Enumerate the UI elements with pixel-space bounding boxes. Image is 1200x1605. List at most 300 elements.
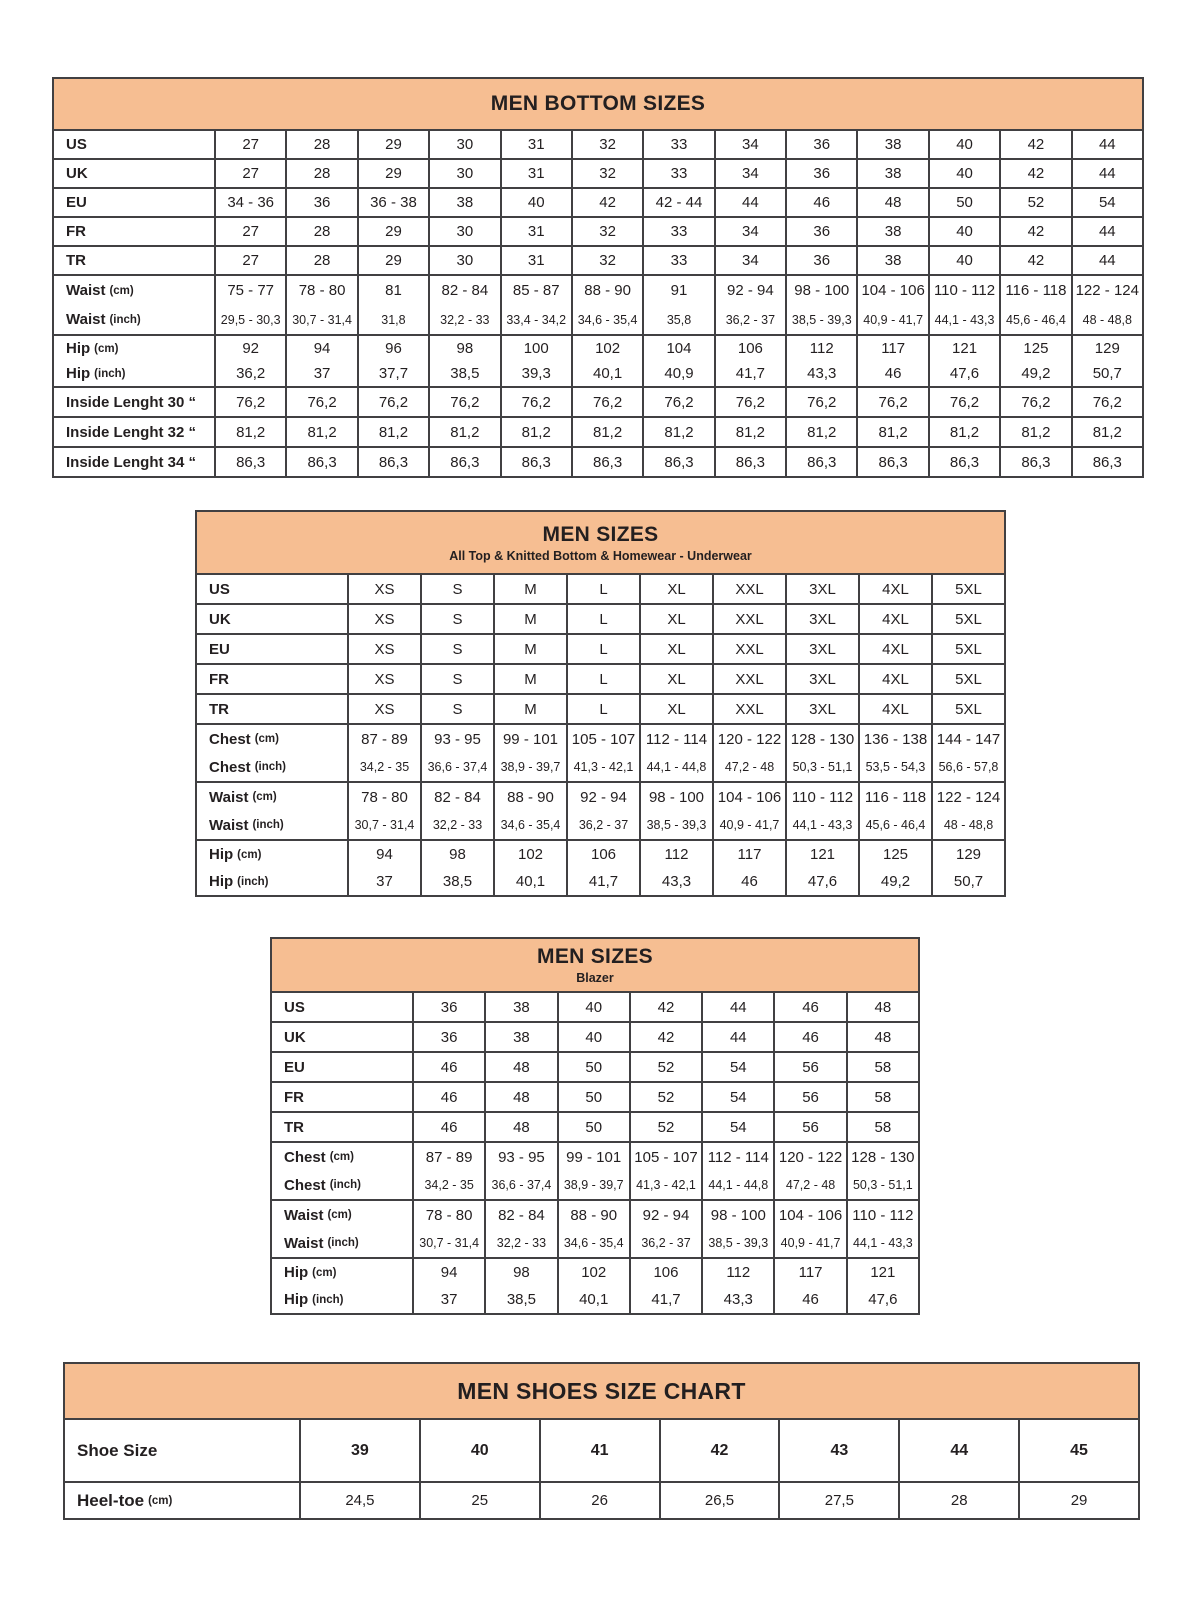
- row-unit: (inch): [327, 1237, 359, 1249]
- value-cell: 38,5 - 39,3: [639, 811, 712, 839]
- row-label: [65, 1420, 299, 1481]
- value-cell: 47,6: [785, 868, 858, 895]
- row-label: [54, 361, 214, 386]
- value-cell: 91: [642, 276, 713, 305]
- value-cell: XS: [347, 575, 420, 603]
- row-label-text: Hip: [284, 1264, 309, 1281]
- value-cell: 36: [785, 131, 856, 158]
- table-header: [52, 77, 1144, 131]
- value-cell: 5XL: [931, 605, 1004, 633]
- table-section: [52, 446, 1144, 478]
- value-cell: 86,3: [928, 448, 999, 476]
- row-label-text: Hip: [209, 873, 234, 890]
- value-cell: 30,7 - 31,4: [412, 1229, 484, 1257]
- value-cell: 38: [856, 131, 927, 158]
- value-cell: 40: [557, 1023, 629, 1051]
- table-section: [52, 158, 1144, 189]
- value-cell: 50,3 - 51,1: [846, 1171, 918, 1199]
- value-cell: 33: [642, 131, 713, 158]
- value-cell: 44,1 - 43,3: [846, 1229, 918, 1257]
- value-cell: 58: [846, 1113, 918, 1141]
- value-cell: 116 - 118: [999, 276, 1070, 305]
- value-cell: 98 - 100: [639, 783, 712, 811]
- value-cell: 26,5: [659, 1483, 779, 1518]
- value-cell: 112: [701, 1259, 773, 1286]
- value-cell: 129: [1071, 336, 1142, 361]
- value-cell: 40: [928, 131, 999, 158]
- value-cell: 92 - 94: [714, 276, 785, 305]
- value-cell: 81,2: [1071, 418, 1142, 446]
- row-label: [272, 1023, 412, 1051]
- table-section: [195, 663, 1006, 695]
- value-cell: 34: [714, 160, 785, 187]
- value-cell: 76,2: [785, 388, 856, 416]
- value-cell: 43,3: [701, 1286, 773, 1313]
- row-label: [54, 448, 214, 476]
- row-label-text: Waist: [284, 1234, 324, 1252]
- value-cell: 87 - 89: [412, 1143, 484, 1171]
- table-section: [52, 416, 1144, 448]
- table-header: [195, 510, 1006, 575]
- value-cell: 50: [557, 1113, 629, 1141]
- table-title: MEN BOTTOM SIZES: [490, 92, 706, 115]
- table-section: [195, 839, 1006, 897]
- value-cell: 36: [412, 1023, 484, 1051]
- value-cell: 117: [712, 841, 785, 868]
- value-cell: 32: [571, 247, 642, 274]
- value-cell: 40,1: [557, 1286, 629, 1313]
- table-section: [270, 1257, 920, 1315]
- value-cell: 40: [928, 247, 999, 274]
- value-cell: 52: [629, 1083, 701, 1111]
- value-cell: 92: [214, 336, 285, 361]
- value-cell: 78 - 80: [412, 1201, 484, 1229]
- value-cell: L: [566, 665, 639, 693]
- value-cell: 45: [1018, 1420, 1138, 1481]
- table-section: [52, 216, 1144, 247]
- value-cell: 44: [1071, 218, 1142, 245]
- value-cell: 34,2 - 35: [412, 1171, 484, 1199]
- value-cell: 28: [285, 160, 356, 187]
- value-cell: 40,9 - 41,7: [712, 811, 785, 839]
- value-cell: 38,5 - 39,3: [701, 1229, 773, 1257]
- value-cell: 86,3: [357, 448, 428, 476]
- row-label-text: TR: [209, 700, 229, 718]
- row-label-text: Hip: [209, 846, 234, 863]
- value-cell: 29: [357, 160, 428, 187]
- row-unit: (cm): [327, 1209, 352, 1221]
- table-section: [270, 1111, 920, 1143]
- value-cell: 46: [712, 868, 785, 895]
- value-cell: 116 - 118: [858, 783, 931, 811]
- value-cell: 41,7: [566, 868, 639, 895]
- value-cell: 31: [500, 131, 571, 158]
- row-label-text: Chest: [209, 730, 251, 748]
- value-cell: 56: [773, 1053, 845, 1081]
- value-cell: 112 - 114: [701, 1143, 773, 1171]
- value-cell: 27,5: [778, 1483, 898, 1518]
- value-cell: 144 - 147: [931, 725, 1004, 753]
- row-label: [54, 247, 214, 274]
- row-label: [197, 811, 347, 839]
- value-cell: 30,7 - 31,4: [285, 305, 356, 334]
- row-unit: (inch): [94, 367, 126, 380]
- row-label: [54, 336, 214, 361]
- row-unit: (cm): [148, 1494, 173, 1507]
- value-cell: 37,7: [357, 361, 428, 386]
- value-cell: 81,2: [999, 418, 1070, 446]
- row-unit: (cm): [94, 342, 119, 355]
- value-cell: 87 - 89: [347, 725, 420, 753]
- value-cell: 34,6 - 35,4: [557, 1229, 629, 1257]
- value-cell: 75 - 77: [214, 276, 285, 305]
- value-cell: 121: [785, 841, 858, 868]
- value-cell: 44: [898, 1420, 1018, 1481]
- value-cell: XS: [347, 635, 420, 663]
- value-cell: XS: [347, 605, 420, 633]
- value-cell: 122 - 124: [931, 783, 1004, 811]
- value-cell: 32,2 - 33: [428, 305, 499, 334]
- value-cell: 41,3 - 42,1: [566, 753, 639, 781]
- value-cell: 112: [785, 336, 856, 361]
- value-cell: 4XL: [858, 575, 931, 603]
- table-section: [52, 187, 1144, 218]
- row-label-text: TR: [284, 1118, 304, 1136]
- row-label-text: EU: [66, 194, 87, 211]
- value-cell: M: [493, 665, 566, 693]
- value-cell: 41: [539, 1420, 659, 1481]
- row-label: [272, 993, 412, 1021]
- value-cell: 42 - 44: [642, 189, 713, 216]
- value-cell: 94: [347, 841, 420, 868]
- value-cell: 47,6: [846, 1286, 918, 1313]
- row-label-text: Inside Lenght 32 “: [66, 423, 197, 441]
- row-label-text: Chest: [284, 1148, 326, 1166]
- row-label: [197, 575, 347, 603]
- value-cell: XXL: [712, 665, 785, 693]
- table-title: MEN SHOES SIZE CHART: [457, 1377, 746, 1404]
- value-cell: 76,2: [714, 388, 785, 416]
- value-cell: 31,8: [357, 305, 428, 334]
- value-cell: 38,9 - 39,7: [557, 1171, 629, 1199]
- table-section: [270, 1051, 920, 1083]
- row-label: [272, 1201, 412, 1229]
- value-cell: 44: [1071, 160, 1142, 187]
- value-cell: 38,5 - 39,3: [785, 305, 856, 334]
- value-cell: 78 - 80: [285, 276, 356, 305]
- table-section: [52, 386, 1144, 418]
- value-cell: 4XL: [858, 605, 931, 633]
- value-cell: 36,2 - 37: [566, 811, 639, 839]
- value-cell: 29,5 - 30,3: [214, 305, 285, 334]
- value-cell: 42: [999, 131, 1070, 158]
- value-cell: 46: [773, 993, 845, 1021]
- value-cell: 98 - 100: [701, 1201, 773, 1229]
- value-cell: 40: [419, 1420, 539, 1481]
- table-section: [195, 723, 1006, 783]
- value-cell: 46: [773, 1023, 845, 1051]
- value-cell: 34,6 - 35,4: [493, 811, 566, 839]
- table-section: [195, 693, 1006, 725]
- row-label: [54, 276, 214, 305]
- row-label: [197, 868, 347, 895]
- row-label: [197, 635, 347, 663]
- value-cell: 25: [419, 1483, 539, 1518]
- value-cell: 44: [701, 1023, 773, 1051]
- value-cell: L: [566, 635, 639, 663]
- value-cell: 81,2: [357, 418, 428, 446]
- value-cell: 129: [931, 841, 1004, 868]
- value-cell: 136 - 138: [858, 725, 931, 753]
- row-label: [54, 305, 214, 334]
- value-cell: 43,3: [639, 868, 712, 895]
- value-cell: 44,1 - 43,3: [928, 305, 999, 334]
- table-section: [52, 334, 1144, 388]
- value-cell: 42: [629, 1023, 701, 1051]
- value-cell: 40,1: [493, 868, 566, 895]
- value-cell: 38: [428, 189, 499, 216]
- value-cell: 82 - 84: [428, 276, 499, 305]
- value-cell: 56,6 - 57,8: [931, 753, 1004, 781]
- value-cell: 105 - 107: [566, 725, 639, 753]
- row-label-text: FR: [209, 670, 229, 688]
- value-cell: 46: [412, 1083, 484, 1111]
- value-cell: 52: [999, 189, 1070, 216]
- value-cell: 44,1 - 43,3: [785, 811, 858, 839]
- value-cell: 110 - 112: [785, 783, 858, 811]
- row-label: [54, 418, 214, 446]
- value-cell: 47,2 - 48: [712, 753, 785, 781]
- value-cell: 104: [642, 336, 713, 361]
- value-cell: 52: [629, 1113, 701, 1141]
- value-cell: 112 - 114: [639, 725, 712, 753]
- value-cell: 40: [928, 218, 999, 245]
- value-cell: 112: [639, 841, 712, 868]
- value-cell: 86,3: [714, 448, 785, 476]
- value-cell: 49,2: [999, 361, 1070, 386]
- value-cell: S: [420, 605, 493, 633]
- value-cell: 29: [357, 131, 428, 158]
- value-cell: 102: [571, 336, 642, 361]
- value-cell: 120 - 122: [773, 1143, 845, 1171]
- row-label-text: Waist: [66, 311, 106, 328]
- value-cell: 4XL: [858, 695, 931, 723]
- value-cell: 40: [500, 189, 571, 216]
- value-cell: 43: [778, 1420, 898, 1481]
- value-cell: 36,6 - 37,4: [484, 1171, 556, 1199]
- row-label: [272, 1171, 412, 1199]
- value-cell: 5XL: [931, 575, 1004, 603]
- row-label-text: Inside Lenght 30 “: [66, 393, 197, 411]
- row-unit: (inch): [312, 1293, 344, 1306]
- value-cell: 46: [856, 361, 927, 386]
- value-cell: 48 - 48,8: [1071, 305, 1142, 334]
- value-cell: 47,6: [928, 361, 999, 386]
- value-cell: 43,3: [785, 361, 856, 386]
- value-cell: 5XL: [931, 695, 1004, 723]
- row-label: [54, 160, 214, 187]
- row-label-text: US: [209, 580, 230, 598]
- value-cell: 34: [714, 247, 785, 274]
- value-cell: 105 - 107: [629, 1143, 701, 1171]
- value-cell: 50: [928, 189, 999, 216]
- table-section: [270, 991, 920, 1023]
- value-cell: 86,3: [428, 448, 499, 476]
- value-cell: 81,2: [714, 418, 785, 446]
- value-cell: S: [420, 695, 493, 723]
- value-cell: 104 - 106: [712, 783, 785, 811]
- row-label-text: TR: [66, 252, 86, 269]
- value-cell: 36: [285, 189, 356, 216]
- value-cell: XS: [347, 665, 420, 693]
- value-cell: 38: [856, 160, 927, 187]
- value-cell: 86,3: [571, 448, 642, 476]
- row-unit: (cm): [252, 791, 277, 803]
- value-cell: 45,6 - 46,4: [858, 811, 931, 839]
- value-cell: XL: [639, 575, 712, 603]
- value-cell: 42: [999, 160, 1070, 187]
- value-cell: 3XL: [785, 635, 858, 663]
- value-cell: 29: [1018, 1483, 1138, 1518]
- row-label-text: Chest: [284, 1176, 326, 1194]
- row-label-text: Waist: [209, 788, 249, 806]
- value-cell: 27: [214, 218, 285, 245]
- value-cell: 48: [846, 993, 918, 1021]
- value-cell: 125: [858, 841, 931, 868]
- value-cell: 81,2: [928, 418, 999, 446]
- value-cell: 46: [412, 1053, 484, 1081]
- value-cell: 76,2: [214, 388, 285, 416]
- row-label-text: Waist: [209, 816, 249, 834]
- value-cell: 38: [484, 993, 556, 1021]
- value-cell: 122 - 124: [1071, 276, 1142, 305]
- value-cell: 120 - 122: [712, 725, 785, 753]
- value-cell: 81,2: [571, 418, 642, 446]
- value-cell: 93 - 95: [420, 725, 493, 753]
- row-unit: (inch): [252, 819, 284, 831]
- row-label-text: UK: [209, 610, 231, 628]
- value-cell: 46: [412, 1113, 484, 1141]
- value-cell: 48: [846, 1023, 918, 1051]
- row-label-text: US: [284, 998, 305, 1016]
- value-cell: 41,3 - 42,1: [629, 1171, 701, 1199]
- value-cell: 28: [285, 218, 356, 245]
- table-section: [52, 274, 1144, 336]
- value-cell: XXL: [712, 605, 785, 633]
- table-body: [270, 991, 920, 1315]
- value-cell: 121: [846, 1259, 918, 1286]
- value-cell: 36,6 - 37,4: [420, 753, 493, 781]
- row-label: [272, 1113, 412, 1141]
- value-cell: 44,1 - 44,8: [639, 753, 712, 781]
- value-cell: 27: [214, 160, 285, 187]
- row-unit: (inch): [329, 1179, 361, 1191]
- table-section: [270, 1081, 920, 1113]
- value-cell: 52: [629, 1053, 701, 1081]
- row-label-text: EU: [284, 1058, 305, 1076]
- value-cell: 33,4 - 34,2: [500, 305, 571, 334]
- value-cell: 44: [1071, 131, 1142, 158]
- row-unit: (inch): [109, 313, 141, 326]
- value-cell: 41,7: [629, 1286, 701, 1313]
- table-section: [195, 781, 1006, 841]
- row-label-text: Hip: [284, 1291, 309, 1308]
- value-cell: 98: [420, 841, 493, 868]
- value-cell: 86,3: [285, 448, 356, 476]
- row-label: [272, 1053, 412, 1081]
- value-cell: 76,2: [856, 388, 927, 416]
- value-cell: 48 - 48,8: [931, 811, 1004, 839]
- row-label: [272, 1143, 412, 1171]
- value-cell: 121: [928, 336, 999, 361]
- row-label-text: EU: [209, 640, 230, 658]
- row-label-text: Hip: [66, 365, 91, 382]
- value-cell: 38: [856, 247, 927, 274]
- value-cell: 44,1 - 44,8: [701, 1171, 773, 1199]
- row-label: [54, 189, 214, 216]
- table-header: [63, 1362, 1140, 1420]
- row-unit: (inch): [254, 761, 286, 773]
- value-cell: 39,3: [500, 361, 571, 386]
- value-cell: 110 - 112: [846, 1201, 918, 1229]
- value-cell: L: [566, 695, 639, 723]
- value-cell: 76,2: [500, 388, 571, 416]
- men-shoes-size-chart-table: [63, 1362, 1140, 1520]
- value-cell: 104 - 106: [856, 276, 927, 305]
- row-label-text: FR: [284, 1088, 304, 1106]
- value-cell: 42: [571, 189, 642, 216]
- value-cell: 48: [856, 189, 927, 216]
- row-label: [197, 695, 347, 723]
- value-cell: 26: [539, 1483, 659, 1518]
- value-cell: XXL: [712, 695, 785, 723]
- row-label: [54, 218, 214, 245]
- value-cell: 128 - 130: [846, 1143, 918, 1171]
- row-label-text: Waist: [284, 1206, 324, 1224]
- value-cell: 50: [557, 1083, 629, 1111]
- value-cell: XL: [639, 635, 712, 663]
- row-label: [272, 1259, 412, 1286]
- table-section: [195, 573, 1006, 605]
- value-cell: S: [420, 635, 493, 663]
- row-label-text: UK: [284, 1028, 306, 1046]
- table-title: MEN SIZES: [542, 522, 659, 546]
- value-cell: M: [493, 635, 566, 663]
- value-cell: 106: [629, 1259, 701, 1286]
- value-cell: 29: [357, 218, 428, 245]
- value-cell: 48: [484, 1053, 556, 1081]
- value-cell: 92 - 94: [566, 783, 639, 811]
- value-cell: 78 - 80: [347, 783, 420, 811]
- row-label-text: US: [66, 136, 87, 153]
- value-cell: 86,3: [856, 448, 927, 476]
- value-cell: 37: [347, 868, 420, 895]
- value-cell: 98: [484, 1259, 556, 1286]
- value-cell: 86,3: [500, 448, 571, 476]
- value-cell: 98: [428, 336, 499, 361]
- value-cell: XL: [639, 665, 712, 693]
- value-cell: 28: [285, 247, 356, 274]
- value-cell: 88 - 90: [557, 1201, 629, 1229]
- row-label-text: Heel-toe: [77, 1490, 145, 1510]
- value-cell: 34 - 36: [214, 189, 285, 216]
- value-cell: 81,2: [214, 418, 285, 446]
- value-cell: 27: [214, 247, 285, 274]
- value-cell: XXL: [712, 575, 785, 603]
- value-cell: 58: [846, 1083, 918, 1111]
- value-cell: 54: [701, 1053, 773, 1081]
- value-cell: XL: [639, 695, 712, 723]
